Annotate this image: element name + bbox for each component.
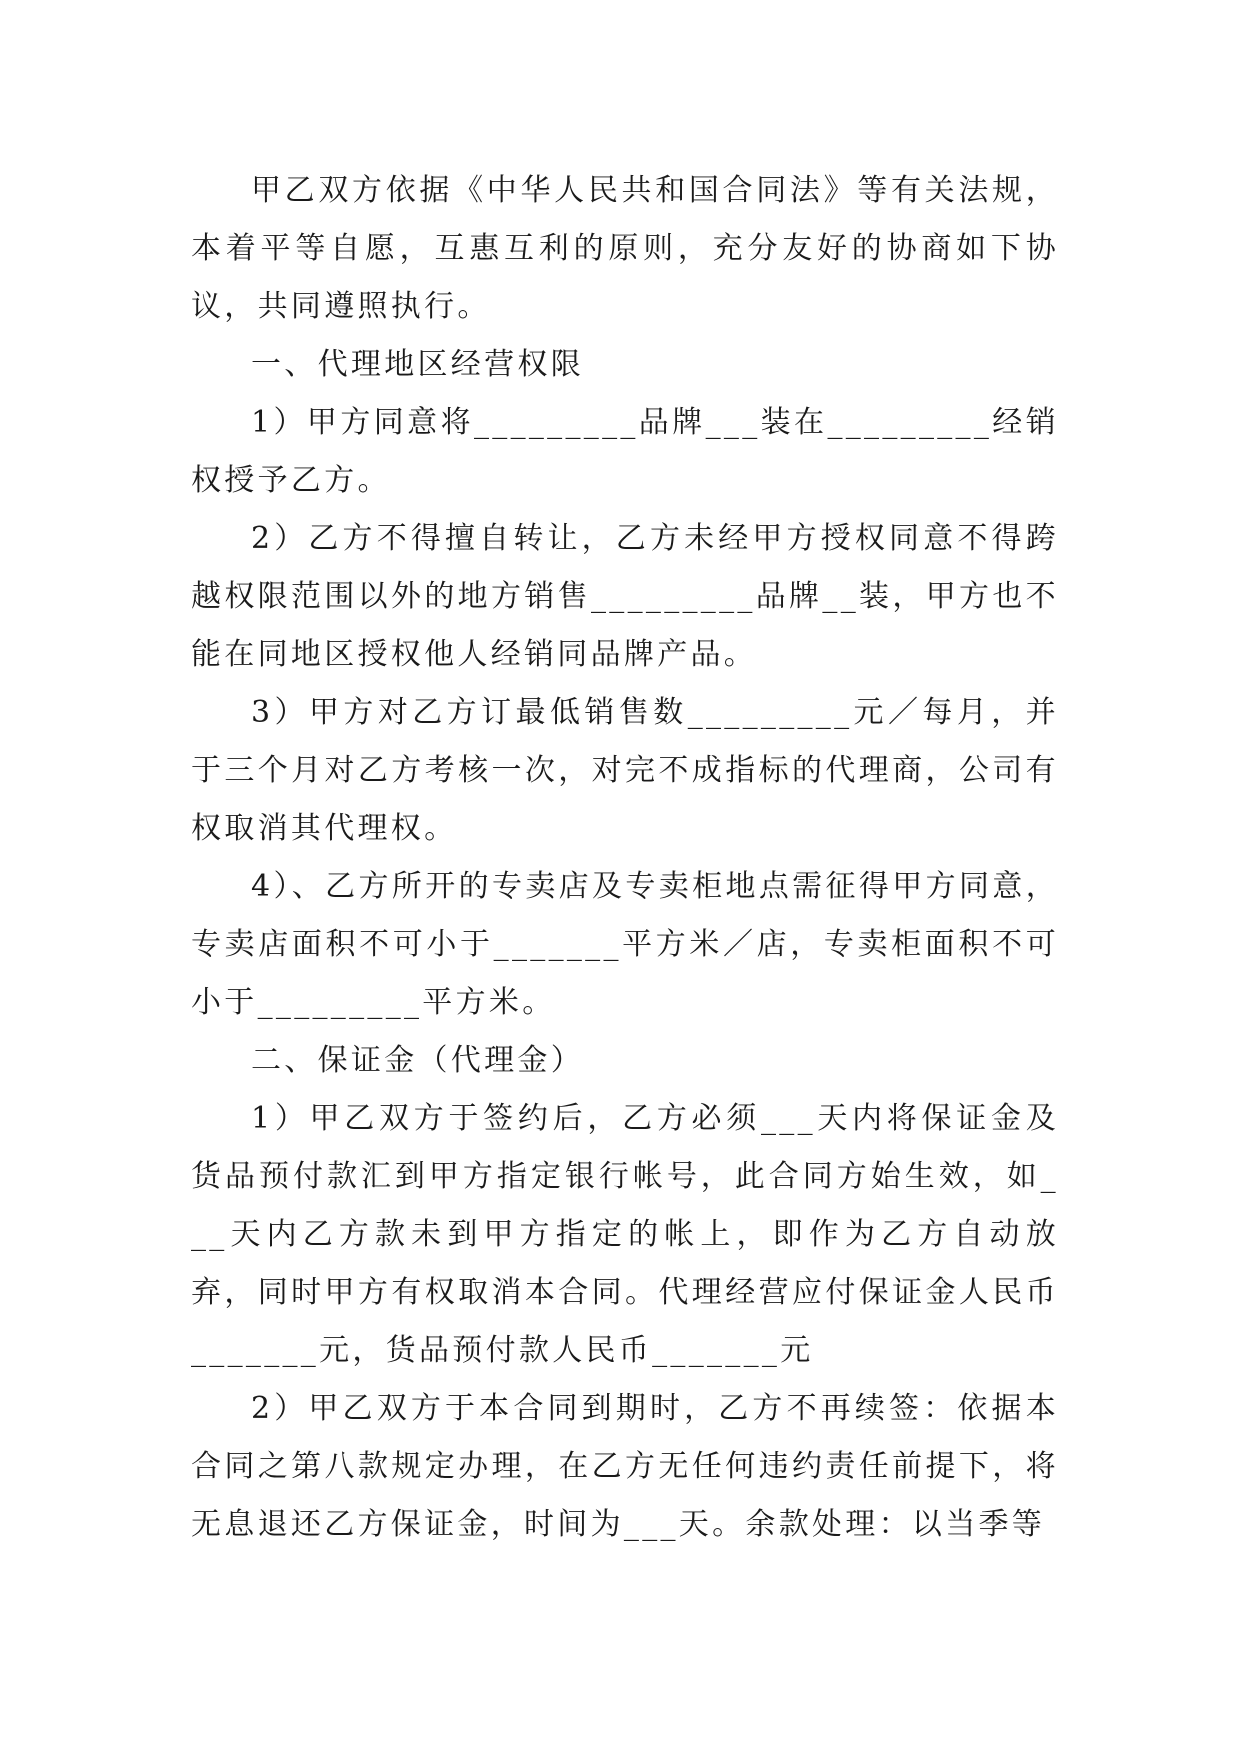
section-heading-agency-region: 一、代理地区经营权限 — [251, 347, 584, 382]
clause-2-1: 1）甲乙双方于签约后，乙方必须___天内将保证金及货品预付款汇到甲方指定银行帐号，此合同方始生效，如___天内乙方款未到甲方指定的帐上，即作为乙方自动放弃，同时甲方有权取消本合同。代理经营应付保证金人民币_______元，货品预付款人民币_______元 — [191, 1101, 1059, 1368]
document-body — [191, 162, 1059, 1554]
clause-1-4: 4）、乙方所开的专卖店及专卖柜地点需征得甲方同意，专卖店面积不可小于_______平方米／店，专卖柜面积不可小于_________平方米。 — [191, 869, 1059, 1020]
paragraph-preamble: 甲乙双方依据《中华人民共和国合同法》等有关法规，本着平等自愿，互惠互利的原则，充分友好的协商如下协议，共同遵照执行。 — [191, 173, 1059, 324]
clause-1-1: 1）甲方同意将_________品牌___装在_________经销权授予乙方。 — [191, 405, 1059, 498]
section-heading-deposit: 二、保证金（代理金） — [251, 1043, 584, 1078]
clause-2-2: 2）甲乙双方于本合同到期时，乙方不再续签：依据本合同之第八款规定办理，在乙方无任何违约责任前提下，将无息退还乙方保证金，时间为___天。余款处理：以当季等 — [191, 1391, 1059, 1542]
clause-1-3: 3）甲方对乙方订最低销售数_________元／每月，并于三个月对乙方考核一次，对完不成指标的代理商，公司有权取消其代理权。 — [191, 695, 1059, 846]
clause-1-2: 2）乙方不得擅自转让，乙方未经甲方授权同意不得跨越权限范围以外的地方销售_________品牌__装，甲方也不能在同地区授权他人经销同品牌产品。 — [191, 521, 1059, 672]
